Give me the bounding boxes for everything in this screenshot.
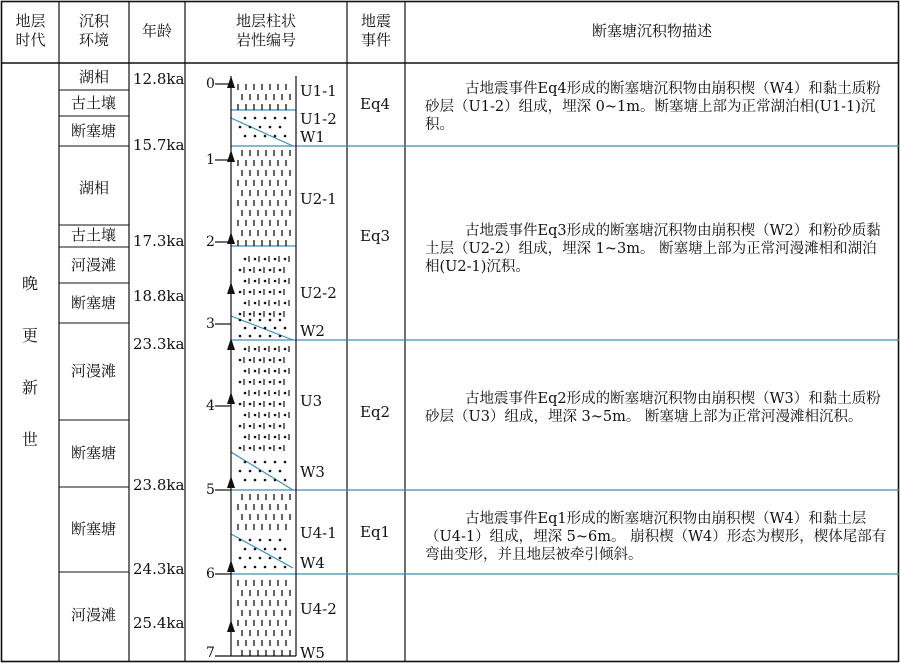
age-label: 12.8ka: [133, 70, 185, 88]
environment-label: 河漫滩: [71, 362, 117, 380]
era-char: 世: [22, 430, 39, 449]
environment-label: 古土壤: [71, 94, 117, 112]
header-description: 断塞塘沉积物描述: [591, 22, 712, 40]
environment-label: 河漫滩: [71, 256, 117, 274]
unit-label: U1-1: [300, 82, 337, 100]
age-label: 23.8ka: [133, 476, 185, 494]
unit-label: W1: [300, 128, 325, 146]
depth-label: 4: [206, 398, 215, 414]
depth-label: 7: [206, 645, 215, 661]
unit-label: W2: [300, 322, 325, 340]
unit-label: W3: [300, 463, 325, 481]
description-text: 古地震事件Eq4形成的断塞塘沉积物由崩积楔（W4）和黏土质粉砂层（U1-2）组成，埋深 0~1m。断塞塘上部为正常湖泊相(U1-1)沉积。: [425, 81, 881, 133]
era-char: 新: [22, 378, 39, 397]
event-label: Eq1: [360, 523, 391, 541]
environment-label: 河漫滩: [71, 606, 117, 624]
unit-label: U1-2: [300, 110, 337, 128]
depth-label: 0: [206, 76, 215, 92]
environment-label: 断塞塘: [71, 444, 117, 462]
unit-label: U4-1: [300, 524, 337, 542]
age-label: 23.3ka: [133, 335, 185, 353]
header-column: 地层柱状 岩性编号: [235, 12, 296, 49]
unit-label: W4: [300, 554, 325, 572]
age-label: 15.7ka: [133, 136, 185, 154]
description-text: 古地震事件Eq3形成的断塞塘沉积物由崩积楔（W2）和粉砂质黏土层（U2-2）组成，埋深 1~3m。 断塞塘上部为正常河漫滩相和湖泊相(U2-1)沉积。: [425, 223, 881, 275]
environment-label: 断塞塘: [71, 122, 117, 140]
header-era: 地层 时代: [15, 12, 46, 49]
age-label: 18.8ka: [133, 287, 185, 305]
header-event: 地震 事件: [360, 12, 391, 49]
depth-label: 3: [206, 316, 215, 332]
event-label: Eq2: [360, 403, 391, 421]
depth-label: 2: [206, 234, 215, 250]
age-label: 24.3ka: [133, 560, 185, 578]
era-char: 更: [22, 326, 39, 345]
event-label: Eq4: [360, 95, 391, 113]
unit-label: U2-2: [300, 284, 337, 302]
description-text: 古地震事件Eq2形成的断塞塘沉积物由崩积楔（W3）和黏土质粉砂层（U3）组成，埋深 3~5m。 断塞塘上部为正常河漫滩相沉积。: [425, 391, 881, 425]
environment-label: 湖相: [79, 68, 110, 86]
description-text: 古地震事件Eq1形成的断塞塘沉积物由崩积楔（W4）和黏土层（U4-1）组成，埋深 5~6m。 崩积楔（W4）形态为楔形，楔体尾部有弯曲变形，并且地层被牵引倾斜。: [425, 511, 887, 563]
unit-label: U3: [300, 392, 323, 410]
unit-label: U4-2: [300, 600, 337, 618]
environment-label: 断塞塘: [71, 520, 117, 538]
era-char: 晚: [22, 274, 39, 293]
depth-label: 6: [206, 566, 215, 582]
depth-label: 5: [206, 482, 215, 498]
environment-label: 断塞塘: [71, 294, 117, 312]
header-environment: 沉积 环境: [78, 12, 109, 49]
event-label: Eq3: [360, 227, 391, 245]
age-label: 25.4ka: [133, 614, 185, 632]
environment-label: 湖相: [79, 179, 110, 197]
environment-label: 古土壤: [71, 226, 117, 244]
depth-label: 1: [206, 152, 215, 168]
age-label: 17.3ka: [133, 232, 185, 250]
header-age: 年龄: [141, 22, 172, 40]
unit-label: U2-1: [300, 190, 337, 208]
unit-label: W5: [300, 644, 325, 662]
